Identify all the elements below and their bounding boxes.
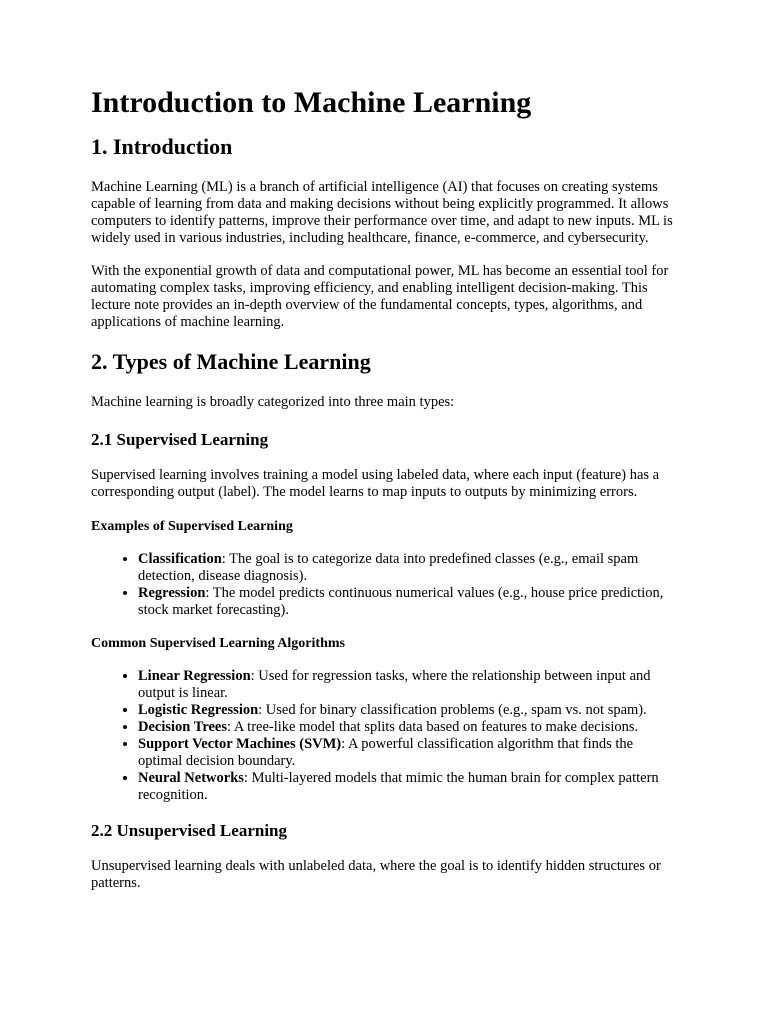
algorithms-list <box>91 668 680 804</box>
examples-heading: Examples of Supervised Learning <box>91 519 293 534</box>
list-item-term: Linear Regression <box>138 668 251 684</box>
list-item <box>138 770 680 804</box>
paragraph: With the exponential growth of data and computational power, ML has become an essential tool for automating complex tasks, improving efficiency, and enabling intelligent decision-making. This lecture note provides an in-depth overview of the fundamental concepts, types, algorithms, and applications of machine learning. <box>91 263 669 330</box>
list-item <box>138 719 680 736</box>
list-item <box>138 702 680 719</box>
paragraph: Machine Learning (ML) is a branch of artificial intelligence (AI) that focuses on creating systems capable of learning from data and making decisions without being explicitly programmed. It allows computers to identify patterns, improve their performance over time, and adapt to new inputs. ML is widely used in various industries, including healthcare, finance, e-commerce, and cybersecurity. <box>91 179 673 246</box>
list-item-term: Support Vector Machines (SVM) <box>138 736 342 752</box>
subsection-heading-unsupervised: 2.2 Unsupervised Learning <box>91 821 287 840</box>
paragraph: Supervised learning involves training a model using labeled data, where each input (feature) has a corresponding output (label). The model learns to map inputs to outputs by minimizing errors. <box>91 467 660 500</box>
list-item-term: Classification <box>138 551 222 567</box>
examples-list <box>91 551 680 619</box>
list-item-desc: : The goal is to categorize data into predefined classes (e.g., email spam detection, disease diagnosis). <box>138 551 639 584</box>
list-item-term: Neural Networks <box>138 770 244 786</box>
section-heading-introduction: 1. Introduction <box>91 134 233 159</box>
list-item <box>138 551 680 585</box>
paragraph: Machine learning is broadly categorized into three main types: <box>91 394 455 410</box>
list-item-desc: : A tree-like model that splits data based on features to make decisions. <box>227 719 639 735</box>
document-title: Introduction to Machine Learning <box>91 86 532 119</box>
list-item-desc: : Multi-layered models that mimic the human brain for complex pattern recognition. <box>138 770 659 803</box>
section-heading-types: 2. Types of Machine Learning <box>91 349 371 374</box>
paragraph: Unsupervised learning deals with unlabeled data, where the goal is to identify hidden structures or patterns. <box>91 858 661 891</box>
list-item <box>138 668 680 702</box>
list-item-term: Decision Trees <box>138 719 228 735</box>
subsection-heading-supervised: 2.1 Supervised Learning <box>91 430 269 449</box>
algorithms-heading: Common Supervised Learning Algorithms <box>91 636 345 651</box>
list-item <box>138 585 680 619</box>
list-item-term: Regression <box>138 585 206 601</box>
list-item-desc: : Used for regression tasks, where the relationship between input and output is linear. <box>138 668 651 701</box>
list-item <box>138 736 680 770</box>
list-item-term: Logistic Regression <box>138 702 259 718</box>
list-item-desc: : The model predicts continuous numerical values (e.g., house price prediction, stock market forecasting). <box>138 585 664 618</box>
list-item-desc: : Used for binary classification problems (e.g., spam vs. not spam). <box>258 702 647 718</box>
list-item-desc: : A powerful classification algorithm that finds the optimal decision boundary. <box>138 736 634 769</box>
